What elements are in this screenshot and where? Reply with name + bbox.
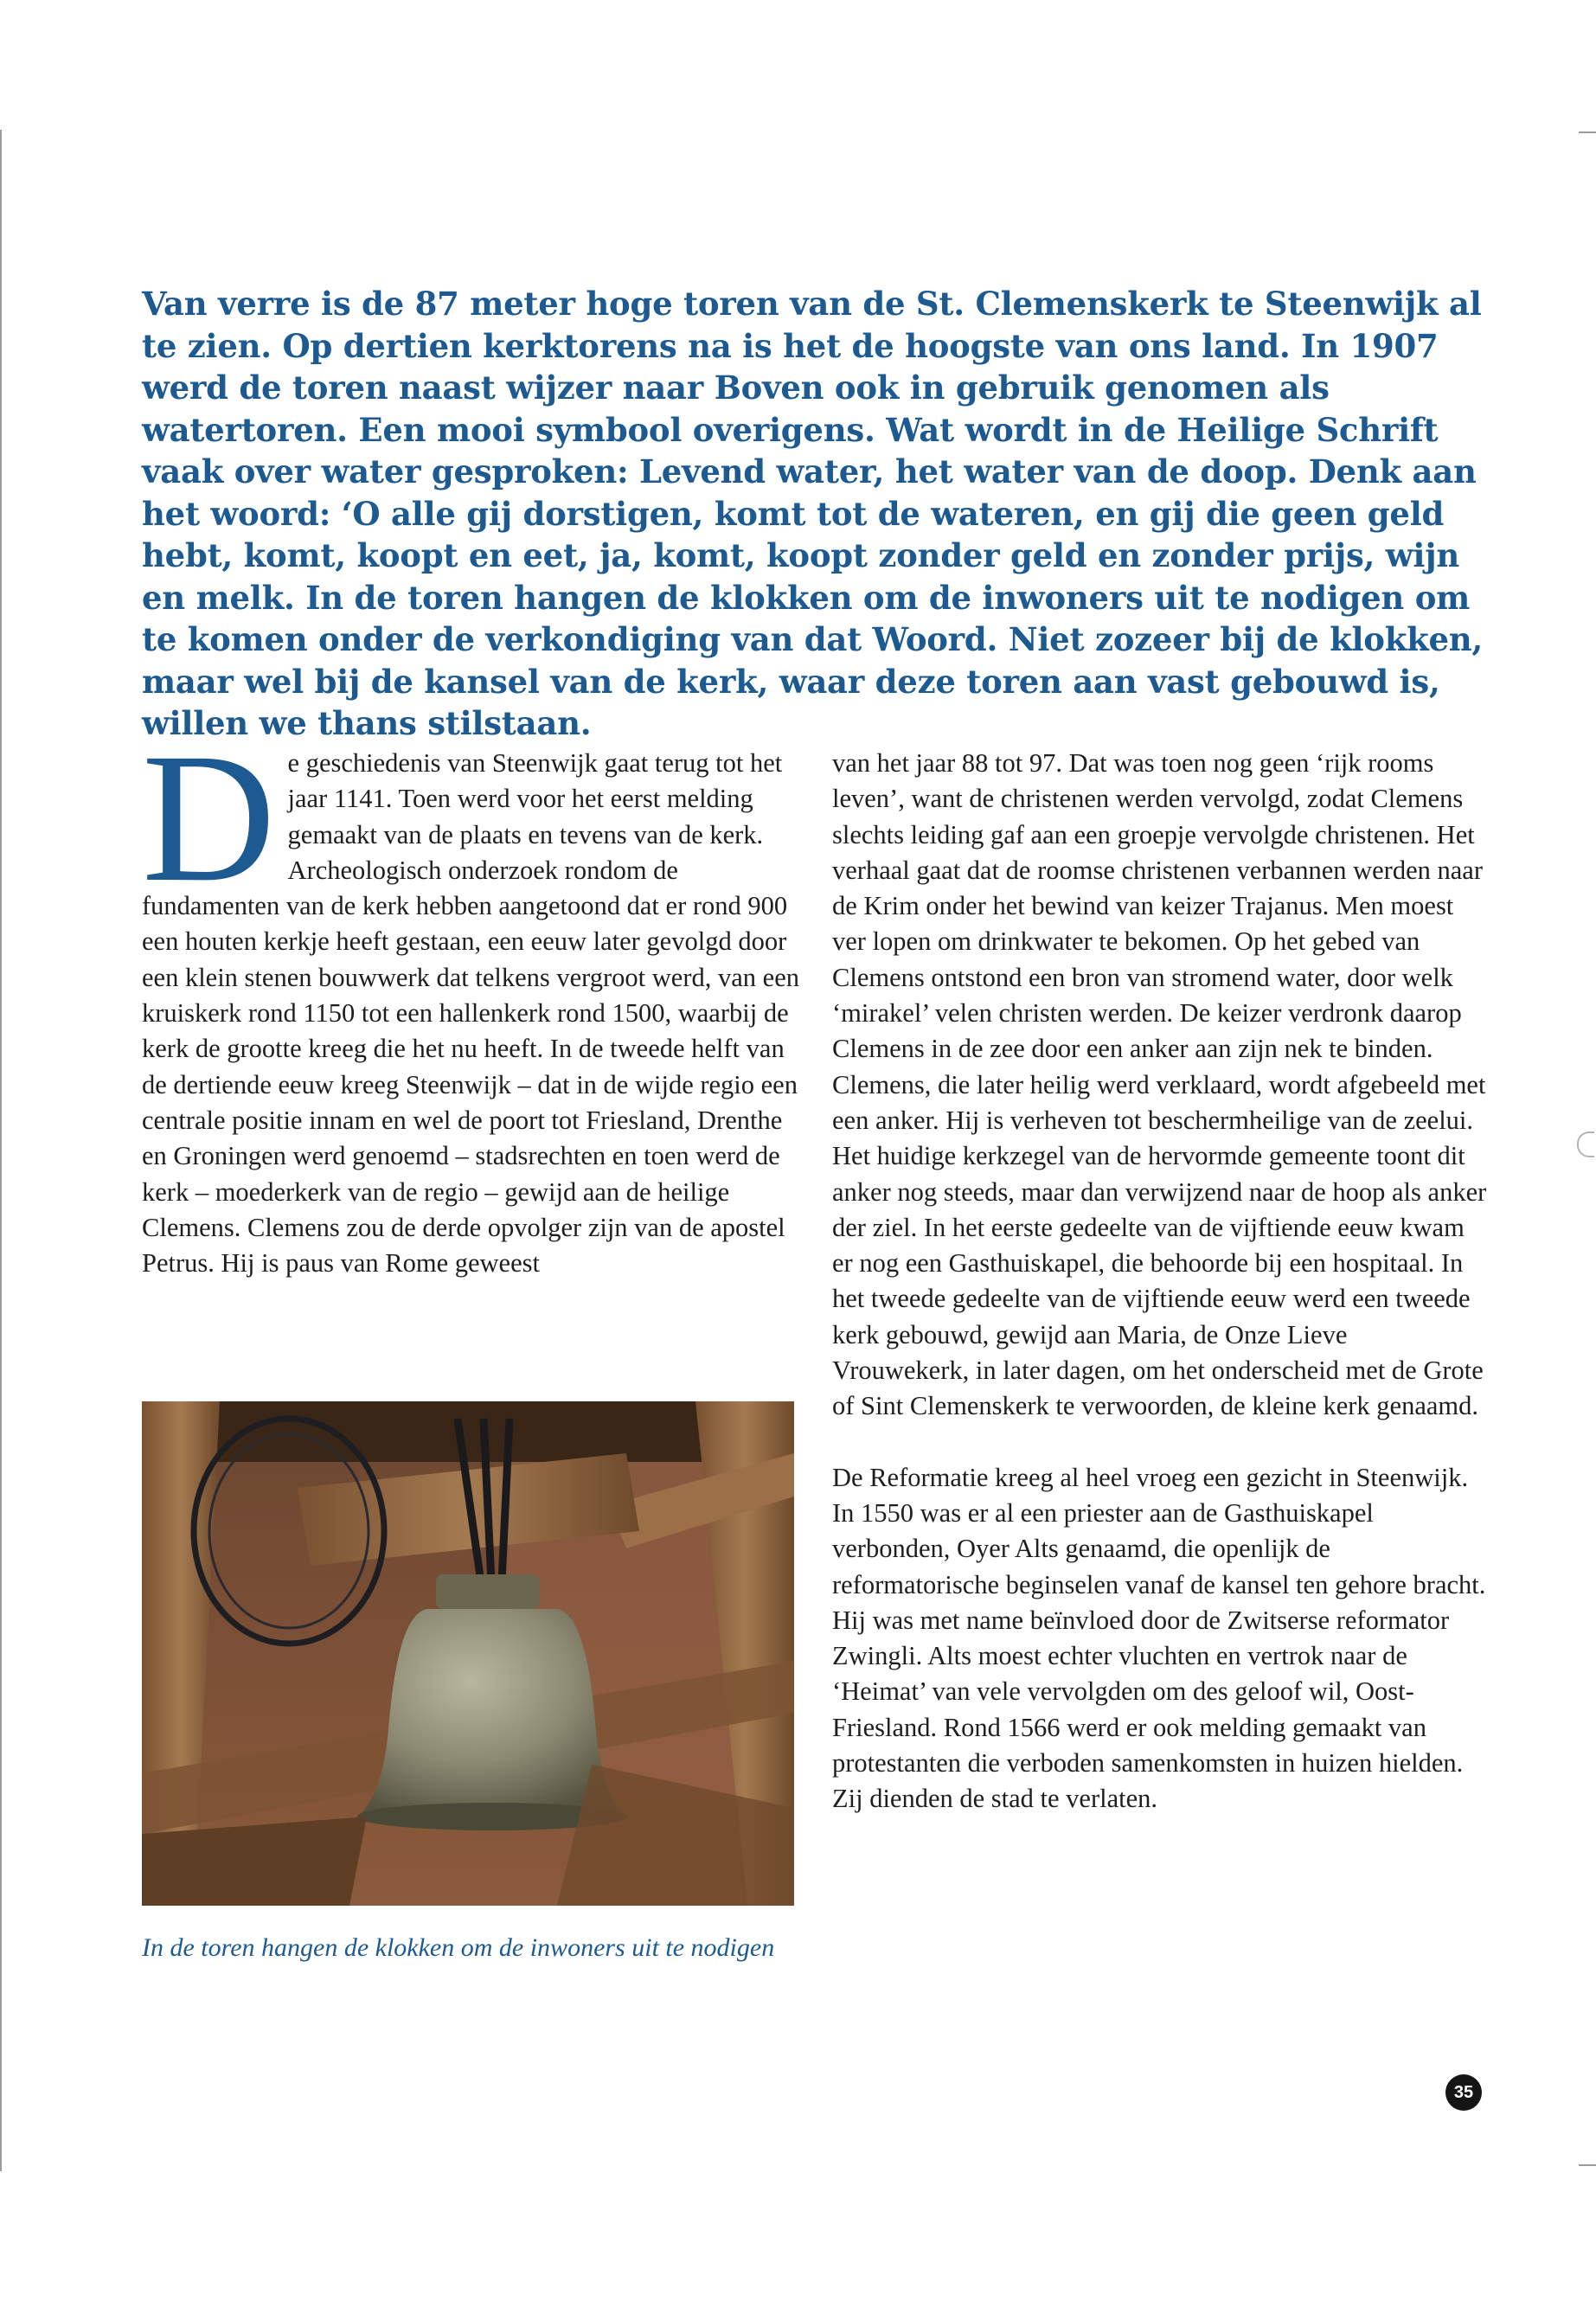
crop-mark-right-top [1579, 131, 1596, 133]
crop-mark-right-bottom [1579, 2164, 1596, 2166]
body-paragraph-right-1: van het jaar 88 tot 97. Dat was toen nog geen ‘rijk rooms leven’, want de christenen werden vervolgd, zodat Clemens slechts leiding gaf aan een groepje vervolgde christenen. Het verhaal gaat dat de roomse christenen verbannen werden naar de Krim onder het bewind van keizer Trajanus. Men moest ver lopen om drinkwater te bekomen. Op het gebed van Clemens ontstond een bron van stromend water, door welk ‘mirakel’ velen christen werden. De keizer verdronk daarop Clemens in de zee door een anker aan zijn nek te binden. Clemens, die later heilig werd verklaard, wordt afgebeeld met een anker. Hij is verheven tot beschermheilige van de zeelui. Het huidige kerkzegel van de hervormde gemeente toont dit anker nog steeds, maar dan verwijzend naar de hoop als anker der ziel. In het eerste gedeelte van de vijftiende eeuw kwam er nog een Gasthuiskapel, die behoorde bij een hospitaal. In het tweede gedeelte van de vijftiende eeuw werd een tweede kerk gebouwd, gewijd aan Maria, de Onze Lieve Vrouwekerk, in later dagen, om het onderscheid met de Grote of Sint Clemenskerk te verwoorden, de kleine kerk genaamd. [832, 748, 1487, 1421]
page-number-badge: 35 [1445, 2074, 1482, 2111]
bell-photo [142, 1401, 794, 1906]
body-paragraph-right-2: De Reformatie kreeg al heel vroeg een gezicht in Steenwijk. In 1550 was er al een priester aan de Gasthuiskapel verbonden, Oyer Alts genaamd, die openlijk de reformatorische beginselen vanaf de kansel ten gehore bracht. Hij was met name beïnvloed door de Zwitserse reformator Zwingli. Alts moest echter vluchten en vertrok naar de ‘Heimat’ van vele vervolgden om des geloof wil, Oost-Friesland. Rond 1566 werd er ook melding gemaakt van protestanten die verboden samenkomsten in huizen hielden. Zij dienden de stad te verlaten. [832, 1462, 1486, 1814]
crop-mark-left [0, 130, 2, 2171]
body-text-left: e geschiedenis van Steenwijk gaat terug tot het jaar 1141. Toen werd voor het eerst melding gemaakt van de plaats en tevens van de kerk. Archeologisch onderzoek rondom de fundamenten van de kerk hebben aangetoond dat er rond 900 een houten kerkje heeft gestaan, een eeuw later gevolgd door een klein stenen bouwwerk dat telkens vergroot werd, van een kruiskerk rond 1150 tot een hallenkerk rond 1500, waarbij de kerk de grootte kreeg die het nu heeft. In de tweede helft van de dertiende eeuw kreeg Steenwijk – dat in de wijde regio een centrale positie innam en wel de poort tot Friesland, Drenthe en Groningen werd genoemd – stadsrechten en toen werd de kerk – moederkerk van de regio – gewijd aan de heilige Clemens. Clemens zou de derde opvolger zijn van de apostel Petrus. Hij is paus van Rome geweest [142, 748, 799, 1279]
drop-cap: D [142, 715, 276, 920]
body-column-right [832, 746, 1490, 1817]
body-column-left [142, 715, 799, 1281]
body-paragraph-left [142, 715, 799, 1281]
registration-mark [1577, 1131, 1594, 1157]
intro-paragraph: Van verre is de 87 meter hoge toren van de St. Clemenskerk te Steenwijk al te zien. Op dertien kerktorens na is het de hoogste van ons land. In 1907 werd de toren naast wijzer naar Boven ook in gebruik genomen als watertoren. Een mooi symbool overigens. Wat wordt in de Heilige Schrift vaak over water gesproken: Levend water, het water van de doop. Denk aan het woord: ‘O alle gij dorstigen, komt tot de wateren, en gij die geen geld hebt, komt, koopt en eet, ja, komt, koopt zonder geld en zonder prijs, wijn en melk. In de toren hangen de klokken om de inwoners uit te nodigen om te komen onder de verkondiging van dat Woord. Niet zozeer bij de klokken, maar wel bij de kansel van de kerk, waar deze toren aan vast gebouwd is, willen we thans stilstaan. [142, 285, 1484, 742]
photo-caption: In de toren hangen de klokken om de inwoners uit te nodigen [142, 1933, 775, 1962]
bell-photo-illustration [142, 1401, 794, 1906]
